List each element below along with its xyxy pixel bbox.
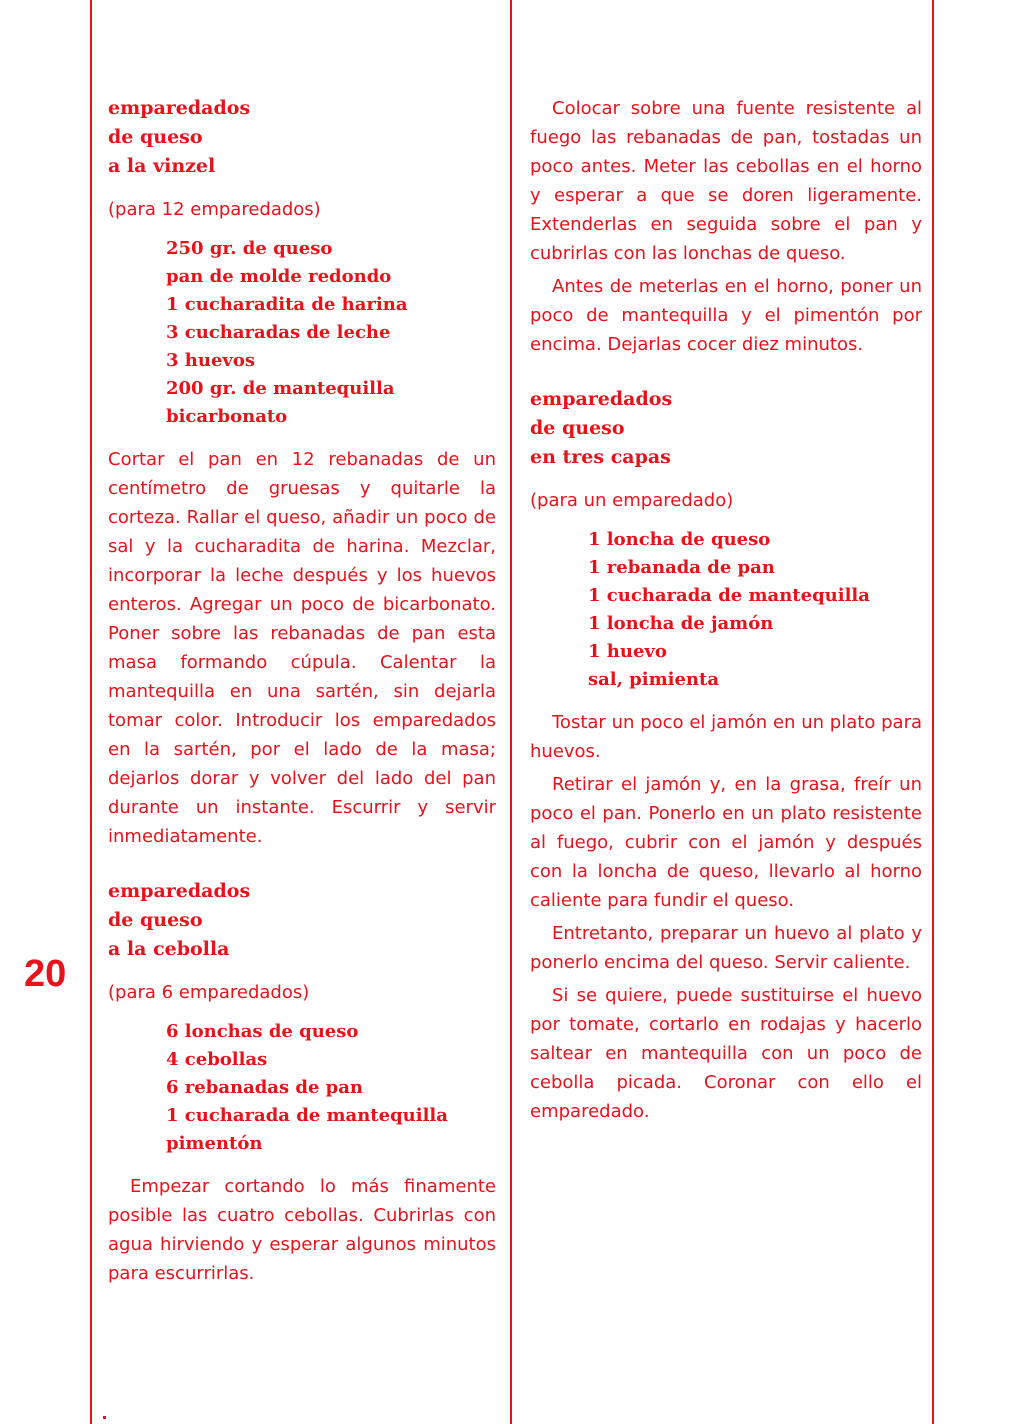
serving-note: (para 12 emparedados) — [108, 199, 321, 220]
ingredient-item: bicarbonato — [166, 406, 288, 427]
ingredient-item: 3 cucharadas de leche — [166, 322, 391, 343]
ingredient-item: 4 cebollas — [166, 1049, 268, 1070]
ingredient-item: 1 cucharadita de harina — [166, 294, 408, 315]
instructions-paragraph: Tostar un poco el jamón en un plato para huevos. — [530, 712, 922, 762]
instructions-paragraph: Cortar el pan en 12 rebanadas de un centímetro de gruesas y quitarle la corteza. Rallar el queso, añadir un poco de sal y la cucharadita de harina. Mezclar, incorporar la leche después y los huevos enteros. Agregar un poco de bicarbonato. Poner sobre las rebanadas de pan esta masa formando cúpula. Calentar la mantequilla en una sartén, sin dejarla tomar color. Introducir los emparedados en la sartén, por el lado de la masa; dejarlos dorar y volver del lado del pan durante un instante. Escurrir y servir inmediatamente. — [108, 449, 496, 847]
recipe-en-tres-capas — [530, 385, 922, 1126]
ingredient-item: 1 rebanada de pan — [588, 557, 775, 578]
ingredient-item: 1 loncha de jamón — [588, 613, 774, 634]
left-margin-rule — [90, 0, 92, 1424]
recipe-title — [530, 385, 922, 472]
ingredient-item: 6 rebanadas de pan — [166, 1077, 364, 1098]
serving-note: (para 6 emparedados) — [108, 982, 310, 1003]
bottom-tick-mark — [103, 1416, 106, 1419]
title-line: emparedados — [108, 880, 251, 902]
ingredient-item: pan de molde redondo — [166, 266, 392, 287]
recipe-title — [108, 877, 496, 964]
ingredient-item: 200 gr. de mantequilla — [166, 378, 395, 399]
title-line: emparedados — [108, 97, 251, 119]
instructions-paragraph: Retirar el jamón y, en la grasa, freír un poco el pan. Ponerlo en un plato resistente al fuego, cubrir con el jamón y después con la loncha de queso, llevarlo al horno caliente para fundir el queso. — [530, 774, 922, 911]
title-line: en tres capas — [530, 446, 671, 468]
title-line: emparedados — [530, 388, 673, 410]
right-column — [530, 94, 922, 1152]
ingredient-item: 1 cucharada de mantequilla — [588, 585, 870, 606]
recipe-title — [108, 94, 496, 181]
instructions-paragraph: Empezar cortando lo más finamente posible las cuatro cebollas. Cubrirlas con agua hirviendo y esperar algunos minutos para escurrirlas. — [108, 1176, 496, 1284]
ingredient-item: 3 huevos — [166, 350, 256, 371]
serving-note: (para un emparedado) — [530, 490, 734, 511]
ingredient-item: pimentón — [166, 1133, 263, 1154]
ingredient-list — [166, 1018, 496, 1158]
right-margin-rule — [932, 0, 934, 1424]
title-line: a la cebolla — [108, 938, 230, 960]
instructions-paragraph: Si se quiere, puede sustituirse el huevo por tomate, cortarlo en rodajas y hacerlo saltear en mantequilla con un poco de cebolla picada. Coronar con ello el emparedado. — [530, 985, 922, 1122]
instructions-paragraph: Antes de meterlas en el horno, poner un poco de mantequilla y el pimentón por encima. Dejarlas cocer diez minutos. — [530, 276, 922, 355]
title-line: de queso — [530, 417, 625, 439]
ingredient-item: 1 huevo — [588, 641, 667, 662]
recipe-a-la-cebolla-continued — [530, 94, 922, 359]
ingredient-list — [588, 526, 922, 694]
instructions-paragraph: Colocar sobre una fuente resistente al fuego las rebanadas de pan, tostadas un poco antes. Meter las cebollas en el horno y esperar a que se doren ligeramente. Extenderlas en seguida sobre el pan y cubrirlas con las lonchas de queso. — [530, 98, 922, 264]
ingredient-item: 250 gr. de queso — [166, 238, 333, 259]
ingredient-item: 6 lonchas de queso — [166, 1021, 359, 1042]
recipe-a-la-cebolla — [108, 877, 496, 1288]
center-column-rule — [510, 0, 512, 1424]
recipe-a-la-vinzel — [108, 94, 496, 851]
ingredient-item: 1 cucharada de mantequilla — [166, 1105, 448, 1126]
instructions-paragraph: Entretanto, preparar un huevo al plato y ponerlo encima del queso. Servir caliente. — [530, 923, 922, 973]
page-number: 20 — [24, 953, 67, 995]
title-line: a la vinzel — [108, 155, 216, 177]
title-line: de queso — [108, 909, 203, 931]
ingredient-item: sal, pimienta — [588, 669, 719, 690]
ingredient-item: 1 loncha de queso — [588, 529, 771, 550]
left-column — [108, 94, 496, 1314]
ingredient-list — [166, 235, 496, 431]
title-line: de queso — [108, 126, 203, 148]
